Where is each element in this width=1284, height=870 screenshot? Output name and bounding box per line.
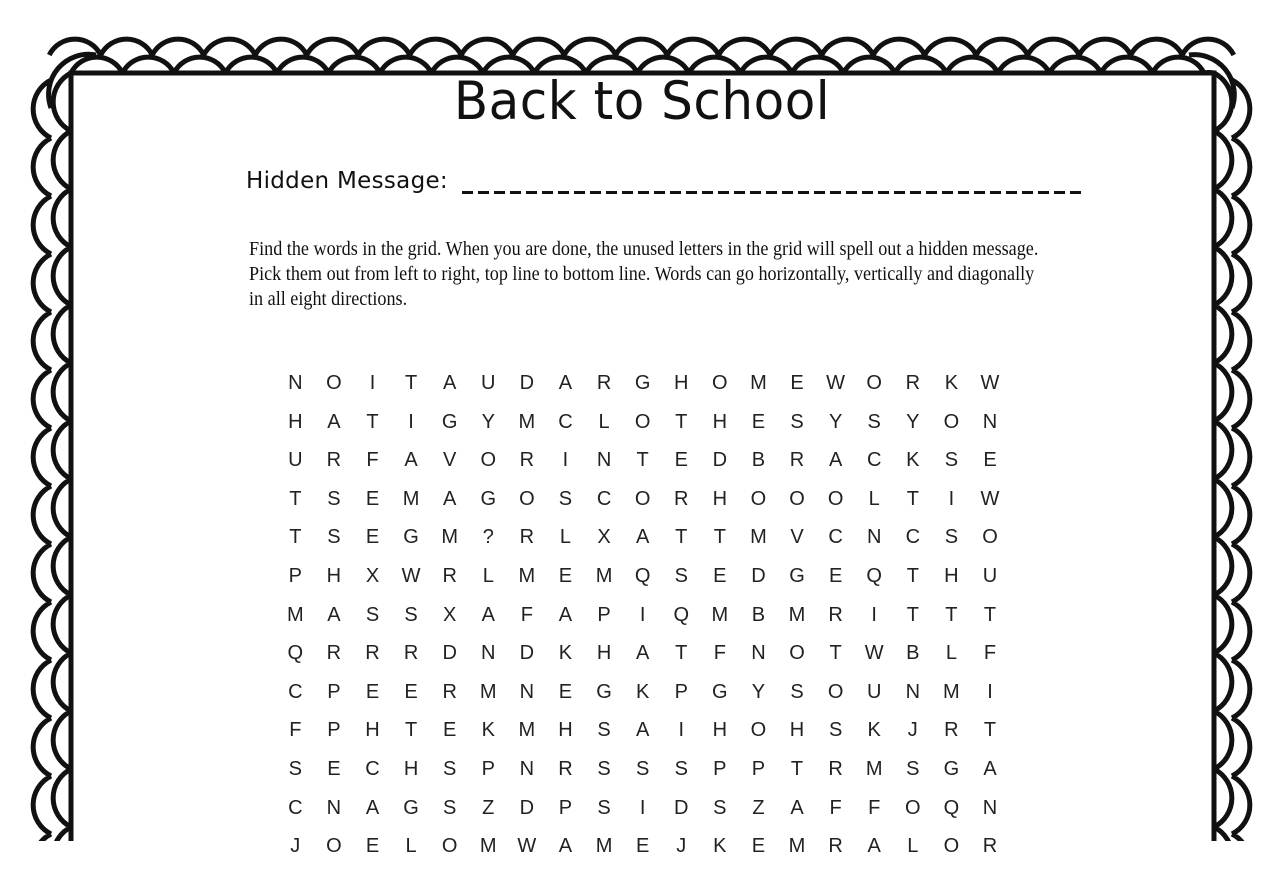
grid-letter[interactable]: H [712,410,728,433]
grid-letter[interactable]: J [676,835,687,858]
grid-letter[interactable]: R [982,835,998,858]
grid-letter[interactable]: P [558,796,573,819]
grid-letter[interactable]: H [558,719,573,742]
grid-letter[interactable]: O [326,835,342,858]
worksheet-title: Back to School [453,70,831,132]
grid-letter[interactable]: D [674,796,689,819]
grid-letter[interactable]: M [402,487,420,510]
grid-letter[interactable]: K [867,719,881,742]
grid-letter[interactable]: O [943,835,960,858]
grid-letter[interactable]: T [636,449,649,472]
grid-letter[interactable]: T [983,603,997,626]
grid-letter[interactable]: M [943,680,960,703]
grid-row [276,638,1009,677]
grid-letter[interactable]: M [595,835,613,858]
grid-letter[interactable]: H [712,719,728,742]
grid-letter[interactable]: N [519,757,535,780]
grid-letter[interactable]: U [481,372,496,394]
grid-letter[interactable]: M [595,564,613,587]
grid-letter[interactable]: P [327,680,341,703]
grid-letter[interactable]: C [288,680,303,703]
grid-letter[interactable]: M [518,564,536,587]
grid-letter[interactable]: E [790,372,804,394]
grid-letter[interactable]: P [597,603,611,626]
grid-letter[interactable]: T [675,526,688,549]
grid-letter[interactable]: M [518,719,536,742]
grid-letter[interactable]: C [828,526,843,549]
grid-letter[interactable]: S [674,757,688,780]
grid-row [276,600,1009,639]
grid-letter[interactable]: N [481,642,496,665]
grid-letter[interactable]: H [712,487,728,510]
grid-letter[interactable]: B [906,642,920,665]
grid-letter[interactable]: S [944,526,959,549]
grid-letter[interactable]: Q [943,796,960,819]
grid-letter[interactable]: S [443,757,457,780]
grid-letter[interactable]: X [597,526,611,549]
grid-letter[interactable]: E [327,757,341,780]
grid-letter[interactable]: S [288,757,302,780]
grid-letter[interactable]: F [983,642,997,665]
grid-letter[interactable]: G [403,526,419,549]
grid-letter[interactable]: O [789,642,805,665]
grid-letter[interactable]: N [326,796,342,819]
grid-letter[interactable]: S [944,449,959,472]
grid-letter[interactable]: M [788,835,806,858]
grid-letter[interactable]: R [828,757,843,780]
grid-row [276,522,1009,561]
grid-letter[interactable]: N [596,449,612,472]
grid-letter[interactable]: A [635,526,650,549]
grid-letter[interactable]: R [442,564,457,587]
grid-row [276,368,1009,407]
grid-letter[interactable]: O [326,372,342,394]
grid-letter[interactable]: F [713,642,726,665]
grid-letter[interactable]: I [871,603,877,626]
grid-letter[interactable]: R [905,372,921,394]
grid-letter[interactable]: S [443,796,457,819]
grid-letter[interactable]: S [635,757,650,780]
grid-letter[interactable]: N [905,680,921,703]
grid-letter[interactable]: W [980,487,1000,510]
grid-letter[interactable]: Q [866,564,882,587]
grid-letter[interactable]: P [288,564,302,587]
grid-letter[interactable]: A [558,372,573,394]
grid-letter[interactable]: E [558,680,573,703]
grid-letter[interactable]: A [635,719,650,742]
grid-letter[interactable]: T [404,719,418,742]
grid-letter[interactable]: Z [482,796,495,819]
grid-letter[interactable]: S [713,796,727,819]
grid-row [276,677,1009,716]
grid-row [276,793,1009,832]
grid-letter[interactable]: F [289,719,302,742]
grid-letter[interactable]: K [713,835,727,858]
grid-letter[interactable]: D [519,796,535,819]
grid-letter[interactable]: W [826,372,846,394]
grid-letter[interactable]: M [518,410,536,433]
grid-letter[interactable]: G [480,487,497,510]
grid-letter[interactable]: E [365,680,380,703]
grid-letter[interactable]: I [639,796,646,819]
grid-letter[interactable]: Q [634,564,651,587]
grid-letter[interactable]: S [674,564,688,587]
grid-letter[interactable]: Y [828,410,843,433]
grid-letter[interactable]: F [366,449,379,472]
grid-letter[interactable]: M [788,603,806,626]
grid-letter[interactable]: X [365,564,380,587]
grid-letter[interactable]: M [441,526,458,549]
grid-letter[interactable]: O [634,410,651,433]
grid-letter[interactable]: O [750,719,767,742]
grid-row [276,715,1009,754]
grid-letter[interactable]: T [983,719,997,742]
grid-letter[interactable]: N [982,410,998,433]
grid-letter[interactable]: G [403,796,419,819]
grid-letter[interactable]: C [596,487,612,510]
grid-letter[interactable]: Y [751,680,766,703]
grid-letter[interactable]: K [635,680,650,703]
grid-letter[interactable]: O [866,372,882,394]
grid-letter[interactable]: D [519,372,535,394]
grid-letter[interactable]: T [289,526,302,549]
grid-letter[interactable]: T [829,642,842,665]
grid-letter[interactable]: H [674,372,689,394]
grid-letter[interactable]: A [790,796,804,819]
grid-letter[interactable]: S [327,526,341,549]
grid-letter[interactable]: O [982,526,998,549]
grid-letter[interactable]: S [404,603,418,626]
grid-letter[interactable]: R [828,835,843,858]
grid-letter[interactable]: E [558,564,573,587]
grid-letter[interactable]: N [519,680,535,703]
grid-letter[interactable]: P [713,757,727,780]
grid-letter[interactable]: P [327,719,341,742]
grid-row [276,831,1009,870]
grid-letter[interactable]: H [326,564,342,587]
grid-letter[interactable]: W [980,372,1000,394]
grid-letter[interactable]: O [712,372,728,394]
grid-letter[interactable]: N [866,526,882,549]
grid-letter[interactable]: I [678,719,685,742]
grid-letter[interactable]: B [751,449,766,472]
grid-letter[interactable]: O [827,487,844,510]
grid-letter[interactable]: Q [673,603,690,626]
grid-letter[interactable]: S [906,757,920,780]
grid-letter[interactable]: D [519,642,535,665]
word-search-grid [276,368,1009,870]
grid-letter[interactable]: S [828,719,843,742]
grid-letter[interactable]: R [828,603,843,626]
grid-letter[interactable]: D [751,564,766,587]
grid-letter[interactable]: S [597,757,611,780]
grid-letter[interactable]: O [905,796,921,819]
hidden-message-label: Hidden Message: [246,168,448,194]
grid-letter[interactable]: R [519,526,535,549]
hidden-message-row [246,168,1082,204]
grid-letter[interactable]: C [365,757,380,780]
grid-letter[interactable]: A [327,603,341,626]
grid-letter[interactable]: G [596,680,612,703]
grid-letter[interactable]: L [482,564,494,587]
grid-row [276,407,1009,446]
grid-letter[interactable]: F [829,796,842,819]
grid-letter[interactable]: E [751,410,766,433]
grid-letter[interactable]: W [401,564,421,587]
instructions-text: Find the words in the grid. When you are done, the unused letters in the grid will spell out a hidden message. Pick them out from left to right, top line to bottom line. Words can go horizontally, vertically and diagonally in all eight directions. [249,239,1039,310]
grid-letter[interactable]: I [369,372,376,394]
grid-letter[interactable]: T [790,757,804,780]
grid-letter[interactable]: Y [906,410,920,433]
grid-letter[interactable]: R [326,642,342,665]
grid-letter[interactable]: A [443,487,457,510]
grid-letter[interactable]: M [479,835,497,858]
grid-letter[interactable]: O [634,487,651,510]
grid-letter[interactable]: G [943,757,960,780]
grid-letter[interactable]: T [906,564,919,587]
grid-letter[interactable]: O [441,835,458,858]
grid-letter[interactable]: O [480,449,497,472]
grid-letter[interactable]: T [404,372,418,394]
grid-letter[interactable]: A [558,603,573,626]
grid-letter[interactable]: E [674,449,688,472]
grid-letter[interactable]: O [750,487,767,510]
grid-letter[interactable]: S [867,410,881,433]
grid-letter[interactable]: R [365,642,380,665]
grid-letter[interactable]: C [905,526,921,549]
grid-letter[interactable]: J [907,719,918,742]
grid-letter[interactable]: N [982,796,998,819]
grid-letter[interactable]: I [562,449,569,472]
grid-letter[interactable]: V [443,449,457,472]
grid-letter[interactable]: E [365,835,380,858]
grid-letter[interactable]: E [713,564,727,587]
grid-letter[interactable]: L [907,835,919,858]
grid-letter[interactable]: H [944,564,959,587]
grid-letter[interactable]: H [288,410,303,433]
grid-letter[interactable]: U [866,680,882,703]
grid-letter[interactable]: I [639,603,646,626]
grid-letter[interactable]: D [712,449,728,472]
grid-letter[interactable]: L [405,835,417,858]
grid-letter[interactable]: M [479,680,497,703]
grid-letter[interactable]: T [289,487,302,510]
grid-row [276,484,1009,523]
grid-letter[interactable]: H [365,719,380,742]
grid-letter[interactable]: P [481,757,495,780]
grid-letter[interactable]: Q [287,642,304,665]
grid-letter[interactable]: G [441,410,458,433]
grid-letter[interactable]: S [597,719,611,742]
grid-letter[interactable]: R [403,642,419,665]
grid-letter[interactable]: T [906,487,919,510]
grid-letter[interactable]: M [865,757,883,780]
grid-letter[interactable]: R [596,372,612,394]
grid-letter[interactable]: A [828,449,843,472]
grid-letter[interactable]: O [519,487,535,510]
grid-letter[interactable]: C [866,449,882,472]
grid-letter[interactable]: E [983,449,997,472]
grid-letter[interactable]: M [286,603,304,626]
grid-letter[interactable]: S [327,487,341,510]
grid-letter[interactable]: ? [482,526,494,549]
grid-row [276,754,1009,793]
grid-letter[interactable]: L [945,642,957,665]
grid-letter[interactable]: M [750,526,767,549]
grid-letter[interactable]: M [711,603,729,626]
grid-letter[interactable]: I [948,487,955,510]
grid-letter[interactable]: G [789,564,805,587]
grid-letter[interactable]: R [674,487,689,510]
grid-letter[interactable]: C [288,796,303,819]
grid-letter[interactable]: I [408,410,414,433]
grid-letter[interactable]: R [558,757,573,780]
grid-letter[interactable]: R [944,719,959,742]
grid-letter[interactable]: L [868,487,880,510]
grid-letter[interactable]: U [982,564,998,587]
grid-letter[interactable]: X [443,603,457,626]
grid-letter[interactable]: V [790,526,804,549]
grid-letter[interactable]: G [634,372,651,394]
grid-letter[interactable]: K [558,642,573,665]
grid-letter[interactable]: L [559,526,572,549]
grid-letter[interactable]: S [558,487,573,510]
grid-letter[interactable]: L [598,410,610,433]
grid-letter[interactable]: R [519,449,535,472]
grid-letter[interactable]: P [751,757,766,780]
grid-letter[interactable]: P [674,680,688,703]
grid-letter[interactable]: T [713,526,726,549]
grid-letter[interactable]: B [751,603,766,626]
grid-letter[interactable]: T [366,410,379,433]
grid-letter[interactable]: Y [481,410,495,433]
grid-letter[interactable]: U [288,449,303,472]
grid-letter[interactable]: N [288,372,303,394]
grid-row [276,561,1009,600]
hidden-message-blank[interactable] [462,191,1082,194]
grid-letter[interactable]: H [403,757,419,780]
grid-letter[interactable]: E [365,526,380,549]
grid-letter[interactable]: S [365,603,380,626]
grid-letter[interactable]: E [404,680,418,703]
grid-letter[interactable]: A [404,449,418,472]
grid-row [276,445,1009,484]
grid-letter[interactable]: E [828,564,843,587]
grid-letter[interactable]: S [790,680,804,703]
grid-letter[interactable]: A [365,796,380,819]
grid-letter[interactable]: C [558,410,573,433]
grid-letter[interactable]: H [789,719,805,742]
grid-letter[interactable]: T [675,410,688,433]
grid-letter[interactable]: R [789,449,805,472]
grid-letter[interactable]: M [750,372,767,394]
grid-letter[interactable]: A [481,603,495,626]
grid-letter[interactable]: A [983,757,997,780]
grid-letter[interactable]: K [906,449,920,472]
grid-letter[interactable]: T [675,642,688,665]
grid-letter[interactable]: A [327,410,341,433]
grid-letter[interactable]: A [443,372,457,394]
grid-letter[interactable]: O [827,680,844,703]
grid-letter[interactable]: W [864,642,884,665]
grid-letter[interactable]: S [597,796,611,819]
grid-letter[interactable]: E [751,835,766,858]
grid-letter[interactable]: F [520,603,533,626]
grid-letter[interactable]: H [596,642,612,665]
grid-letter[interactable]: O [943,410,960,433]
grid-letter[interactable]: K [481,719,495,742]
grid-letter[interactable]: J [290,835,301,858]
grid-letter[interactable]: O [789,487,805,510]
grid-letter[interactable]: E [365,487,380,510]
grid-letter[interactable]: R [326,449,342,472]
grid-letter[interactable]: E [443,719,457,742]
grid-letter[interactable]: G [712,680,728,703]
grid-letter[interactable]: R [442,680,457,703]
grid-letter[interactable]: Z [752,796,765,819]
grid-letter[interactable]: N [751,642,766,665]
grid-letter[interactable]: A [558,835,573,858]
grid-letter[interactable]: W [517,835,537,858]
grid-letter[interactable]: F [868,796,881,819]
grid-letter[interactable]: A [867,835,881,858]
grid-letter[interactable]: S [790,410,804,433]
grid-letter[interactable]: A [635,642,650,665]
grid-letter[interactable]: K [944,372,959,394]
grid-letter[interactable]: T [945,603,958,626]
grid-letter[interactable]: I [987,680,993,703]
grid-letter[interactable]: E [635,835,650,858]
grid-letter[interactable]: D [442,642,457,665]
grid-letter[interactable]: T [906,603,919,626]
